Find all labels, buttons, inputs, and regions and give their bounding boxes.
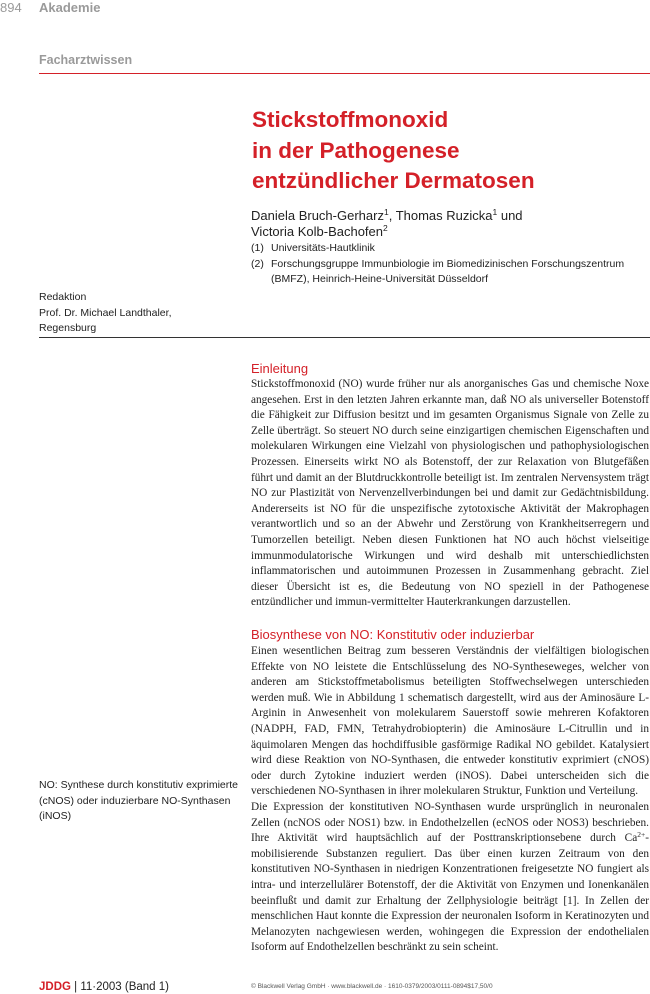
- header-divider: [39, 73, 650, 74]
- section-heading-biosynthesis: Biosynthese von NO: Konstitutiv oder induzierbar: [251, 627, 535, 642]
- author-name: Victoria Kolb-Bachofen: [251, 224, 384, 239]
- section-body-introduction: Stickstoffmonoxid (NO) wurde früher nur als anorganisches Gas und chemische Noxe angesehen. Erst in den letzten Jahren erkannte man, daß NO als universeller Botenstoff die Fähigkeit zur Diffusion besitzt und im gesamten Organismus Signale von Zelle zu Zelle überträgt. So steuert NO durch seine einzigartigen chemischen Eigenschaften und molekularen Wirkungen eine Vielzahl von physiologischen und pathophysiologischen Prozessen. Einerseits wirkt NO als Botenstoff, der zur Relaxation von Blutgefäßen führt und damit an der Blutdruckkontrolle beteiligt ist. Im zentralen Nervensystem trägt NO zur Plastizität von Nervenzellverbindungen bei und damit zur Gedächtnisbildung. Andererseits ist NO für die unspezifische zytotoxische Aktivität der Makrophagen verantwortlich und so an der Abwehr und Zerstörung von Krankheitserregern und Tumorzellen beteiligt. Neben diesen Funktionen hat NO auch höchst vielseitige immunmodulatorische Wirkungen und wird deshalb mit unterschiedlichsten inflammatorischen und autoimmunen Prozessen in Zusammenhang gebracht. Ziel dieser Übersicht ist es, die Bedeutung von NO speziell in der Pathogenese entzündlicher und immun-vermittelter Hauterkrankungen darzustellen.: [251, 378, 649, 609]
- section-heading-introduction: Einleitung: [251, 361, 309, 376]
- author-conjunction: und: [497, 208, 523, 223]
- affiliation-item: [251, 241, 643, 257]
- superscript: 2+: [637, 830, 646, 840]
- editor-name: Prof. Dr. Michael Landthaler,: [39, 306, 172, 319]
- header-label: Akademie: [39, 0, 101, 15]
- author-name: Daniela Bruch-Gerharz: [251, 208, 384, 223]
- affiliation-number: (1): [251, 242, 264, 254]
- affiliation-number: (2): [251, 257, 264, 270]
- editor-label: Redaktion: [39, 291, 87, 303]
- affiliation-list: [251, 241, 643, 288]
- affiliation-text: Forschungsgruppe Immunbiologie im Biomedizinischen Forschungszentrum (BMFZ), Heinrich-Heine-Universität Düsseldorf: [271, 257, 625, 285]
- paragraph-text: Einen wesentlichen Beitrag zum besseren Verständnis der vielfältigen biologischen Effekte von NO leistete die Entschlüsselung des NO-Syntheseweges, welcher von anderen am Stickstoffmetabolismus beteiligten Stoffwechselwegen unterschieden werden muß. Wie in Abbildung 1 schematisch dargestellt, wird aus der Aminosäure L-Arginin in Anwesenheit von molekularem Sauerstoff sowie mehreren Kofaktoren (NADPH, FAD, FMN, Tetrahydrobiopterin) die Aminosäure L-Citrullin und in äquimolaren Mengen das hochdiffusible gasförmige Radikal NO gebildet. Katalysiert wird diese Reaktion von NO-Synthasen, die entweder konstitutiv exprimiert (cNOS) oder durch Zytokine induziert werden (iNOS). Dabei unterscheiden sich die verschiedenen NO-Synthasen in ihrer molekularen Struktur, Funktion und Verteilung.: [251, 645, 649, 798]
- journal-issue: | 11·2003 (Band 1): [70, 981, 169, 993]
- marginal-note: NO: Synthese durch konstitutiv exprimierte (cNOS) oder induzierbare NO-Synthasen (iNOS): [39, 779, 238, 822]
- paragraph-text: -mobilisierende Substanzen reguliert. Das über einen kurzen Zeitraum von den konstitutiven NO-Synthasen in niedrigen Konzentrationen freigesetzte NO fungiert als intra- und interzellulärer Botenstoff, der die Aktivität von Enzymen und Ionenkanälen beeinflußt und damit zur Erhaltung der Zellphysiologie beiträgt [1]. In Zellen der menschlichen Haut konnte die Expression der neuronalen Isoform in Keratinozyten und Melanozyten nachgewiesen werden, wohingegen die Expression der endothelialen Isoform auf Endothelzellen beschränkt zu sein scheint.: [251, 832, 649, 954]
- content-divider: [39, 337, 650, 338]
- author-affiliation-ref: 1: [383, 207, 389, 217]
- author-affiliation-ref: 2: [383, 223, 388, 233]
- affiliation-text: Universitäts-Hautklinik: [271, 242, 375, 254]
- article-title: [252, 105, 642, 197]
- page-number: 894: [0, 0, 22, 15]
- editor-city: Regensburg: [39, 322, 97, 334]
- journal-name: JDDG: [39, 981, 71, 993]
- affiliation-item: [251, 257, 643, 288]
- title-line-1: Stickstoffmonoxid: [252, 107, 449, 132]
- author-name: Thomas Ruzicka: [395, 208, 493, 223]
- section-label: Facharztwissen: [39, 53, 133, 67]
- author-separator: ,: [388, 208, 396, 223]
- editor-block: [39, 290, 229, 337]
- copyright-notice: © Blackwell Verlag GmbH · www.blackwell.de · 1610-0379/2003/0111-0894$17,50/0: [251, 983, 493, 990]
- author-list: [251, 208, 641, 240]
- journal-citation: [39, 981, 169, 993]
- title-line-3: entzündlicher Dermatosen: [252, 168, 535, 193]
- section-body-biosynthesis: [251, 644, 649, 956]
- author-affiliation-ref: 1: [492, 207, 498, 217]
- paragraph-text: Die Expression der konstitutiven NO-Synthasen wurde ursprünglich in neuronalen Zellen (ncNOS oder NOS1) bzw. in Endothelzellen (ecNOS oder NOS3) beschrieben. Ihre Aktivität wird hauptsächlich auf der Posttranskriptionsebene durch Ca: [251, 800, 649, 845]
- title-line-2: in der Pathogenese: [252, 137, 460, 163]
